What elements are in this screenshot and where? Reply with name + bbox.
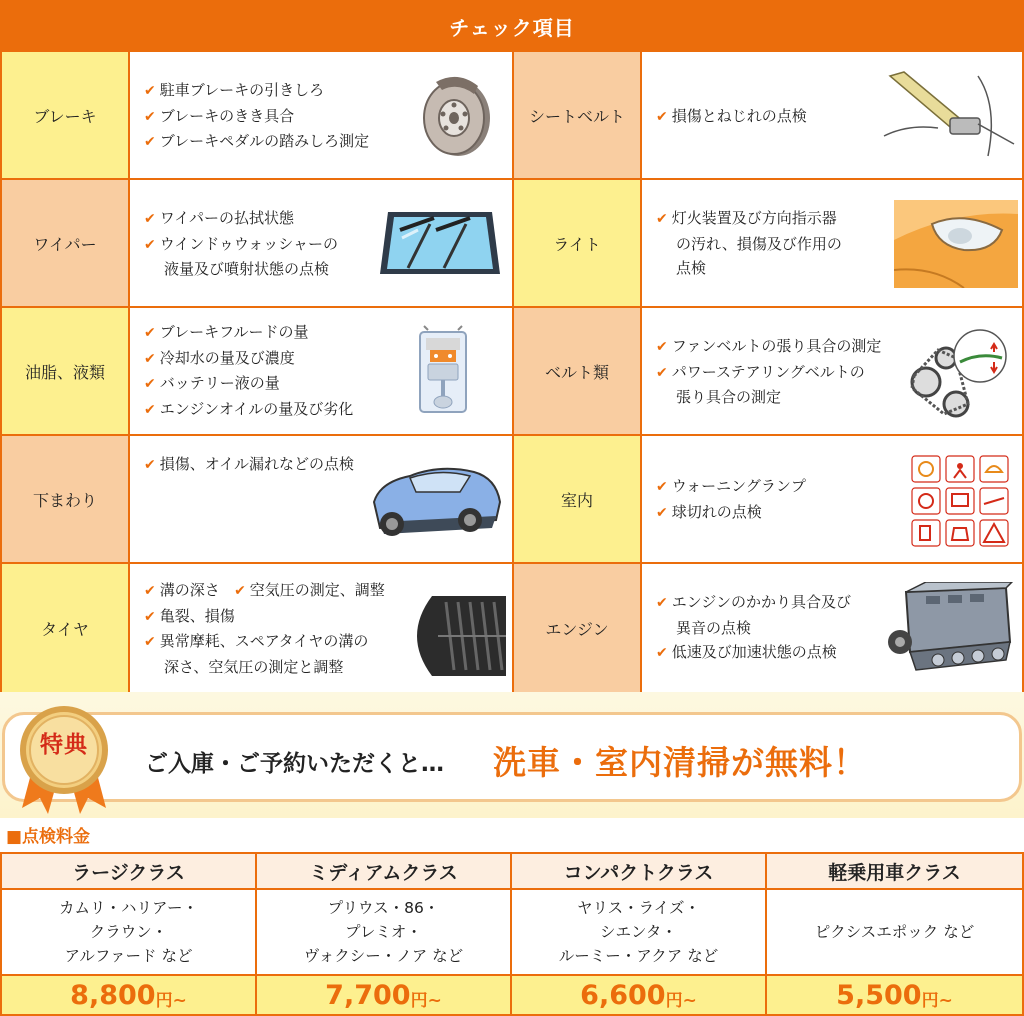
fee-column-medium (257, 854, 512, 1014)
fee-class-name: ラージクラス (2, 854, 255, 890)
check-row (2, 564, 1022, 692)
fee-class-models: ピクシスエポック など (767, 890, 1022, 976)
check-item: ✔ 溝の深さ ✔ 空気圧の測定、調整 (144, 581, 385, 599)
check-item: ✔ ブレーキのきき具合 (144, 106, 295, 125)
windshield-wiper-icon (378, 208, 502, 278)
bonus-highlight-text: 洗車・室内清掃が無料！ (493, 743, 867, 782)
check-item: ✔ ブレーキフルードの量 (144, 323, 309, 341)
check-row (2, 180, 1022, 308)
check-item: 深さ、空気圧の測定と調整 (164, 657, 344, 676)
seatbelt-icon (878, 66, 1018, 166)
check-item: ✔ 亀裂、損傷 (144, 606, 235, 625)
fee-class-name: コンパクトクラス (512, 854, 765, 890)
check-item: 張り具合の測定 (676, 388, 782, 406)
headlight-icon (894, 200, 1018, 288)
check-item: ✔ 損傷とねじれの点検 (656, 107, 807, 125)
check-item: ✔ ウインドゥウォッシャーの (144, 234, 339, 253)
check-content-brake (130, 52, 514, 178)
check-label-light: ライト (514, 180, 642, 306)
check-label-engine: エンジン (514, 564, 642, 692)
check-item: ✔ 低速及び加速状態の点検 (656, 643, 837, 661)
check-item: ✔ ファンベルトの張り具合の測定 (656, 337, 882, 355)
check-item: ✔ 異常摩耗、スペアタイヤの溝の (144, 632, 369, 650)
bonus-lead-text: ご入庫・ご予約いただくと… (145, 751, 444, 777)
check-item: ✔ 冷却水の量及び濃度 (144, 348, 295, 367)
check-items-header (0, 0, 1024, 52)
check-item: ✔ バッテリー液の量 (144, 374, 280, 392)
fee-class-price: 7,700 円~ (257, 976, 510, 1014)
check-content-underbody (130, 436, 514, 562)
fee-heading: ■点検料金 (6, 827, 91, 847)
check-item: ✔ 球切れの点検 (656, 502, 762, 521)
check-item: ✔ パワーステアリングベルトの (656, 362, 865, 381)
check-item: ✔ ウォーニングランプ (656, 477, 806, 495)
check-label-brake: ブレーキ (2, 52, 130, 178)
engine-block-icon (886, 582, 1014, 674)
fee-class-name: ミディアムクラス (257, 854, 510, 890)
fan-belt-icon (898, 322, 1018, 422)
check-content-belts (642, 308, 1022, 434)
check-label-wiper: ワイパー (2, 180, 130, 306)
medal-label: 特典 (40, 732, 88, 758)
check-content-fluids (130, 308, 514, 434)
check-content-engine (642, 564, 1022, 692)
check-item: ✔ 損傷、オイル漏れなどの点検 (144, 455, 354, 473)
check-item: の汚れ、損傷及び作用の (676, 234, 842, 253)
fee-class-models: ヤリス・ライズ・ シエンタ・ ルーミー・アクア など (512, 890, 765, 976)
check-row (2, 52, 1022, 180)
check-item: ✔ エンジンオイルの量及び劣化 (144, 399, 354, 418)
fee-class-name: 軽乗用車クラス (767, 854, 1022, 890)
fee-column-large (2, 854, 257, 1014)
check-item: 点検 (676, 259, 707, 277)
check-item: 液量及び噴射状態の点検 (164, 260, 330, 278)
check-row (2, 308, 1022, 436)
warning-lamps-icon (910, 454, 1010, 548)
check-label-belts: ベルト類 (514, 308, 642, 434)
fee-column-kei (767, 854, 1022, 1014)
check-content-interior (642, 436, 1022, 562)
brake-disc-icon (414, 68, 494, 164)
fee-class-price: 6,600 円~ (512, 976, 765, 1014)
check-item: 異音の点検 (676, 618, 752, 637)
check-label-fluids: 油脂、液類 (2, 308, 130, 434)
engine-piston-icon (414, 324, 472, 416)
check-item: ✔ 駐車ブレーキの引きしろ (144, 81, 325, 99)
check-label-tire: タイヤ (2, 564, 130, 692)
bonus-banner (2, 712, 1022, 802)
fee-class-models: プリウス・86・ プレミオ・ ヴォクシー・ノア など (257, 890, 510, 976)
fee-class-price: 5,500 円~ (767, 976, 1022, 1014)
check-item: ✔ 灯火装置及び方向指示器 (656, 209, 837, 227)
tire-icon (402, 596, 506, 676)
check-item: ✔ エンジンのかかり具合及び (656, 593, 851, 611)
check-items-grid (0, 52, 1024, 692)
fee-class-price: 8,800 円~ (2, 976, 255, 1014)
check-item: ✔ ブレーキペダルの踏みしろ測定 (144, 132, 370, 150)
check-label-seatbelt: シートベルト (514, 52, 642, 178)
fee-table (0, 852, 1024, 1016)
check-items-title: チェック項目 (449, 15, 575, 40)
check-content-light (642, 180, 1022, 306)
check-content-wiper (130, 180, 514, 306)
check-label-interior: 室内 (514, 436, 642, 562)
check-label-underbody: 下まわり (2, 436, 130, 562)
check-content-tire (130, 564, 514, 692)
bonus-banner-area (0, 692, 1024, 818)
fee-class-models: カムリ・ハリアー・ クラウン・ アルファード など (2, 890, 255, 976)
check-item: ✔ ワイパーの払拭状態 (144, 209, 294, 227)
fee-column-compact (512, 854, 767, 1014)
check-row (2, 436, 1022, 564)
car-underbody-icon (370, 462, 504, 544)
check-content-seatbelt (642, 52, 1022, 178)
